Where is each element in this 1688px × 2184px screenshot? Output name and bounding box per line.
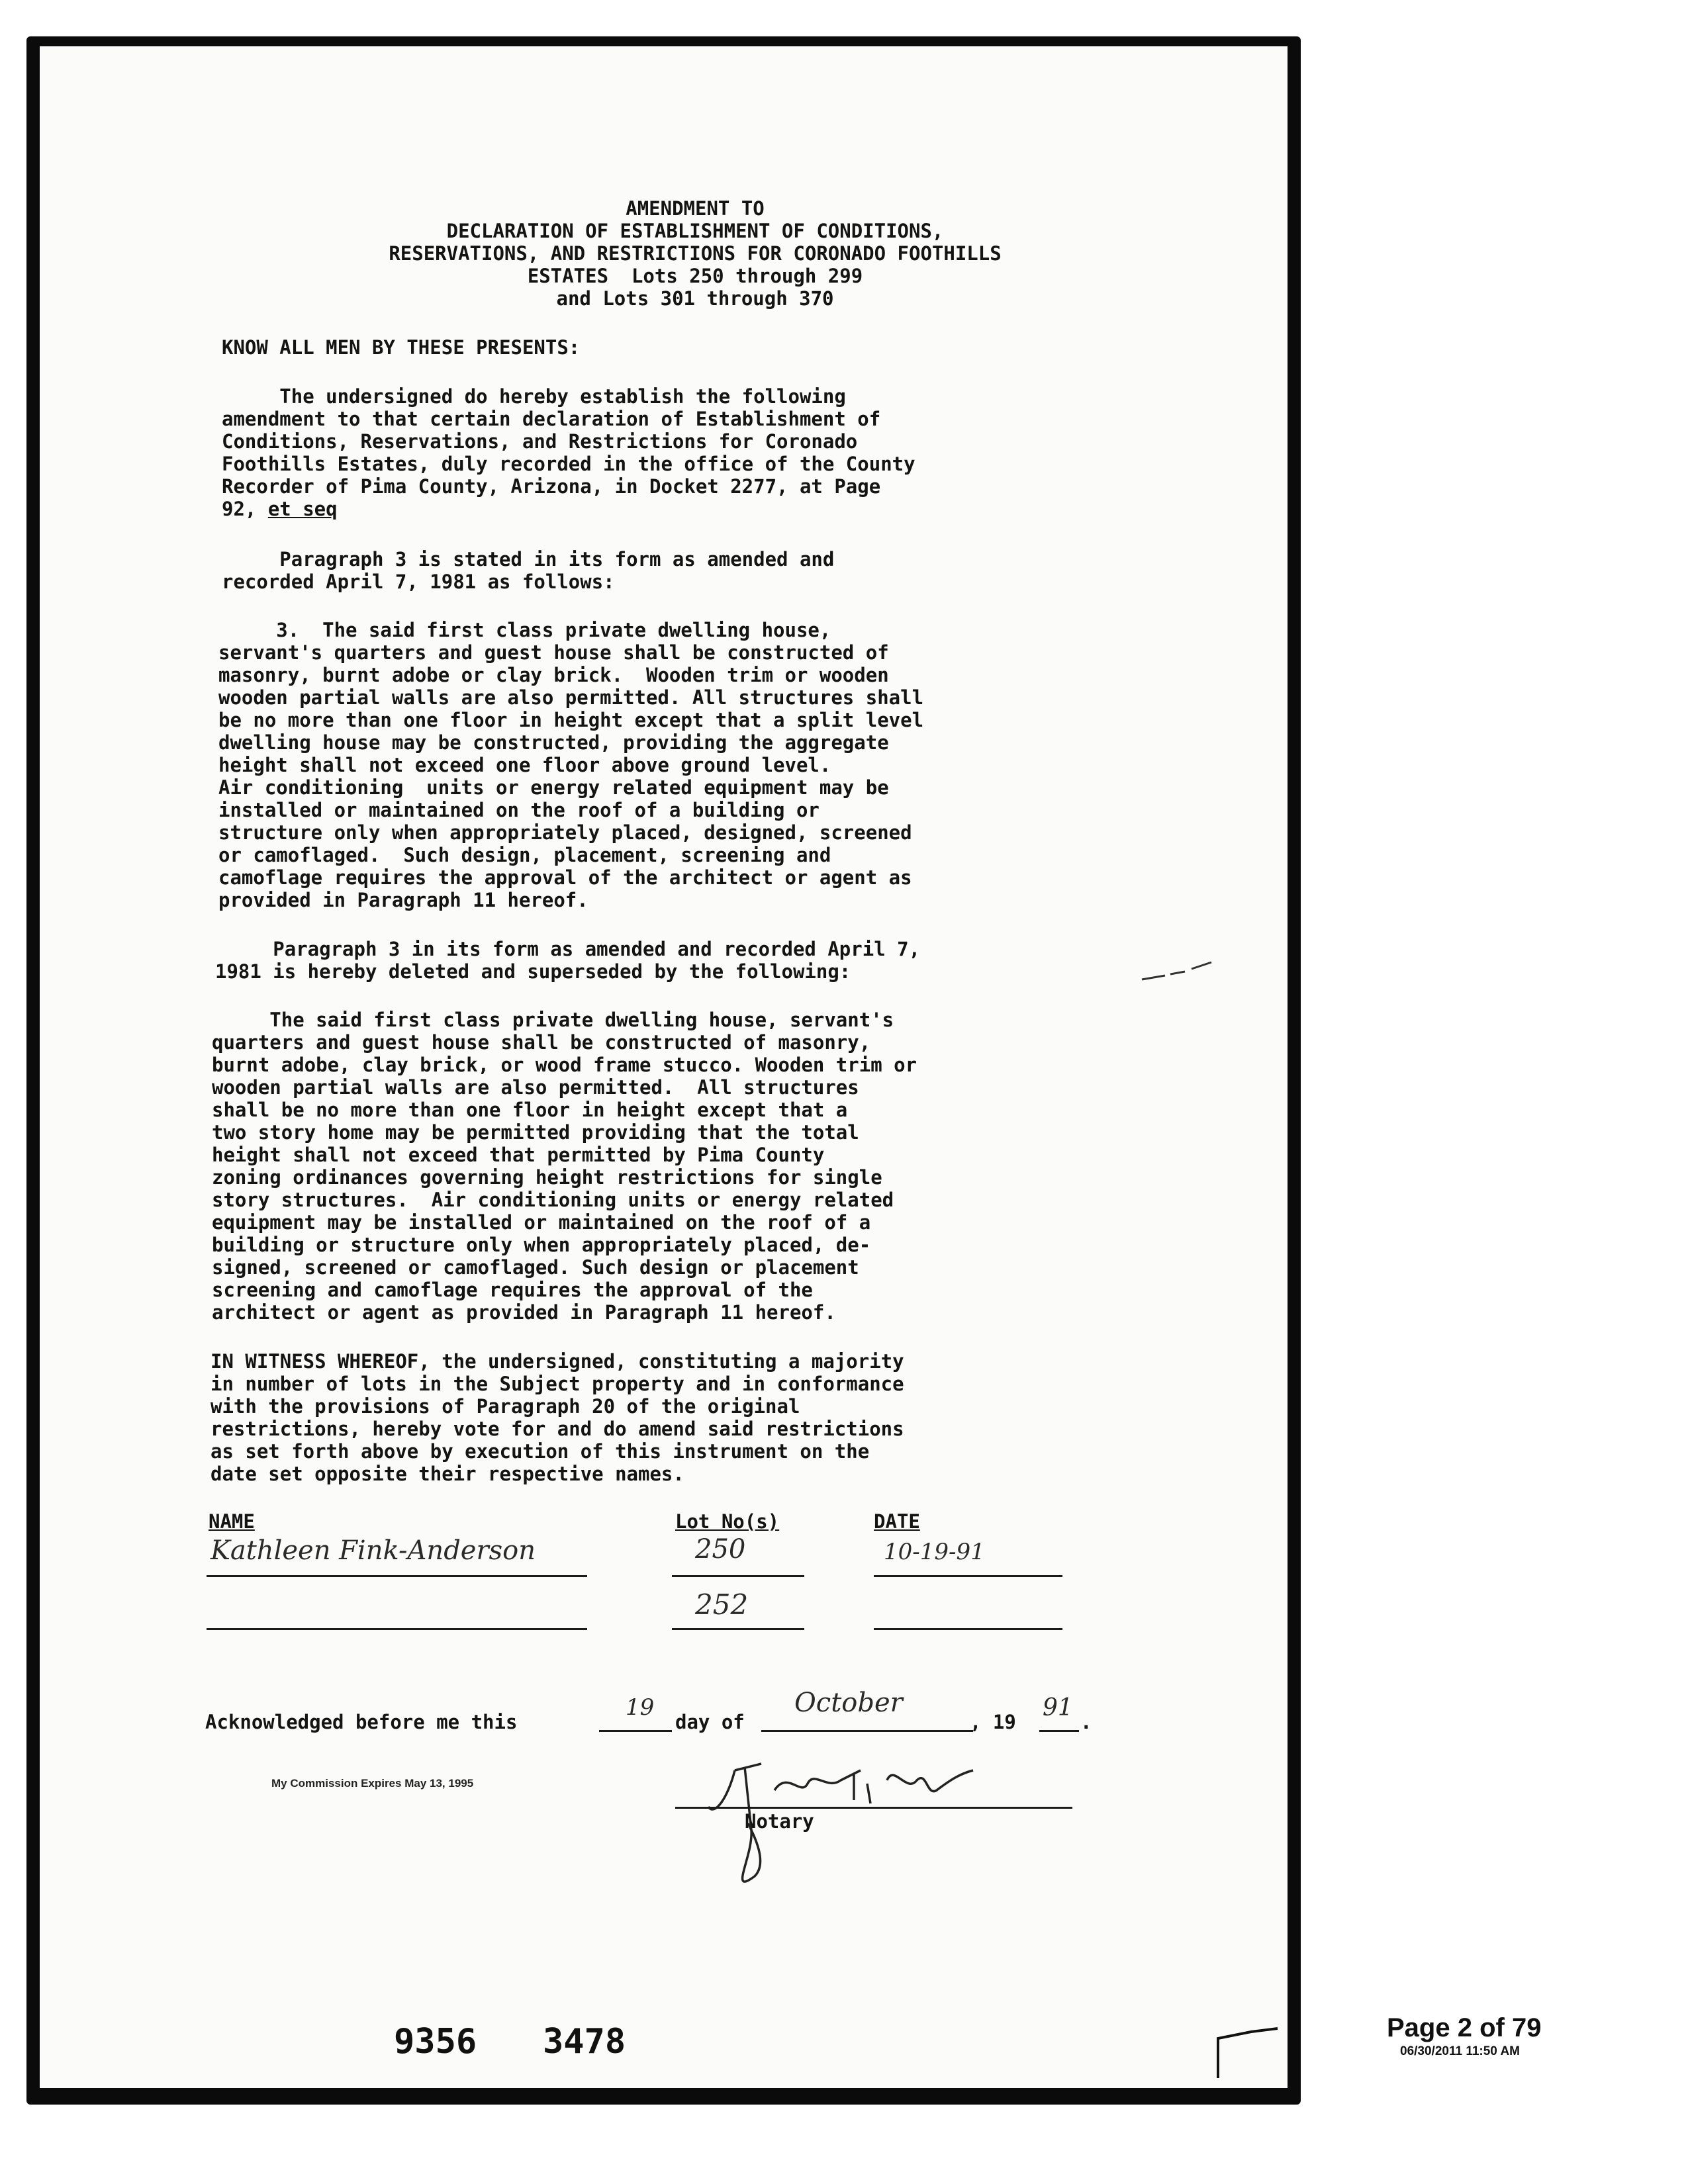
lot-line xyxy=(672,1575,804,1577)
commission-expiry-stamp: My Commission Expires May 13, 1995 xyxy=(271,1777,474,1790)
p3-line: height shall not exceed one floor above ground level. xyxy=(218,754,831,776)
name-signature-line xyxy=(207,1628,587,1630)
p5-line: height shall not exceed that permitted by Pima County xyxy=(212,1144,825,1166)
name-signature-line xyxy=(207,1575,587,1577)
intro-heading: KNOW ALL MEN BY THESE PRESENTS: xyxy=(222,336,581,359)
p4-line: Paragraph 3 in its form as amended and recorded April 7, xyxy=(215,938,921,960)
p3-line: 3. The said first class private dwelling house, xyxy=(218,619,831,641)
p6-line: date set opposite their respective names. xyxy=(211,1463,684,1485)
date-handwritten: 10-19-91 xyxy=(884,1539,985,1565)
lot-number-handwritten: 250 xyxy=(695,1534,746,1565)
page-indicator xyxy=(1387,2013,1599,2059)
page-count-label: Page 2 of 79 xyxy=(1387,2013,1542,2042)
p5-line: zoning ordinances governing height restrictions for single xyxy=(212,1166,882,1189)
notary-label: Notary xyxy=(745,1810,814,1833)
lot-line xyxy=(672,1628,804,1630)
p5-line: signed, screened or camoflaged. Such design or placement xyxy=(212,1256,859,1279)
ack-month-line xyxy=(761,1730,973,1732)
title-line-4: ESTATES Lots 250 through 299 xyxy=(527,265,863,287)
p3-line: installed or maintained on the roof of a building or xyxy=(218,799,820,821)
p3-line: or camoflaged. Such design, placement, screening and xyxy=(218,844,831,866)
p3-line: masonry, burnt adobe or clay brick. Wooden trim or wooden xyxy=(218,664,889,686)
p3-line: servant's quarters and guest house shall be constructed of xyxy=(218,641,889,664)
p5-line: equipment may be installed or maintained on the roof of a xyxy=(212,1211,871,1234)
ack-month-handwritten: October xyxy=(794,1688,903,1718)
ack-day-line xyxy=(599,1730,672,1732)
p2-line: Paragraph 3 is stated in its form as amended and xyxy=(222,548,835,570)
ack-year-handwritten: 91 xyxy=(1043,1694,1073,1721)
notary-signature xyxy=(688,1744,1033,1909)
acknowledgement-prefix: Acknowledged before me this xyxy=(205,1711,518,1733)
p6-line: IN WITNESS WHEREOF, the undersigned, constituting a majority xyxy=(211,1350,904,1373)
p5-line: burnt adobe, clay brick, or wood frame stucco. Wooden trim or xyxy=(212,1054,917,1076)
notary-signature-line xyxy=(675,1807,1072,1809)
p6-line: with the provisions of Paragraph 20 of the original xyxy=(211,1395,800,1418)
p6-line: as set forth above by execution of this instrument on the xyxy=(211,1440,870,1463)
docket-number: 9356 xyxy=(394,2022,477,2062)
p5-line: The said first class private dwelling house, servant's xyxy=(212,1009,894,1031)
p4-line: 1981 is hereby deleted and superseded by the following: xyxy=(215,960,851,983)
date-line xyxy=(874,1575,1062,1577)
lot-column-header: Lot No(s) xyxy=(675,1510,780,1533)
print-timestamp: 06/30/2011 11:50 AM xyxy=(1400,2044,1520,2058)
p1-line: amendment to that certain declaration of Establishment of xyxy=(222,408,881,430)
page-corner-fold xyxy=(1211,2012,1284,2091)
p3-line: wooden partial walls are also permitted. All structures shall xyxy=(218,686,924,709)
p5-line: wooden partial walls are also permitted. All structures xyxy=(212,1076,859,1099)
signature-name: Kathleen Fink-Anderson xyxy=(211,1535,536,1566)
title-line-1: AMENDMENT TO xyxy=(626,197,765,220)
p5-line: architect or agent as provided in Paragraph 11 hereof. xyxy=(212,1301,836,1324)
title-line-5: and Lots 301 through 370 xyxy=(556,287,834,310)
p5-line: shall be no more than one floor in height except that a xyxy=(212,1099,848,1121)
p3-line: provided in Paragraph 11 hereof. xyxy=(218,889,588,911)
page-number: 3478 xyxy=(543,2022,626,2062)
p6-line: restrictions, hereby vote for and do amend said restrictions xyxy=(211,1418,904,1440)
p1-line: Foothills Estates, duly recorded in the office of the County xyxy=(222,453,915,475)
p1-last-prefix: 92, xyxy=(222,498,268,520)
p3-line: camoflage requires the approval of the architect or agent as xyxy=(218,866,912,889)
ack-year-prefix: , 19 xyxy=(970,1711,1016,1733)
p5-line: story structures. Air conditioning units or energy related xyxy=(212,1189,894,1211)
p3-line: be no more than one floor in height except that a split level xyxy=(218,709,924,731)
p3-line: dwelling house may be constructed, providing the aggregate xyxy=(218,731,889,754)
p2-line: recorded April 7, 1981 as follows: xyxy=(222,570,615,593)
et-seq-text: et seq xyxy=(267,498,338,520)
title-line-2: DECLARATION OF ESTABLISHMENT OF CONDITIONS, xyxy=(446,220,944,242)
ack-mid: day of xyxy=(675,1711,745,1733)
p1-last-line xyxy=(222,498,338,521)
p1-line: Recorder of Pima County, Arizona, in Docket 2277, at Page xyxy=(222,475,881,498)
ack-year-line xyxy=(1039,1730,1079,1732)
p1-line: Conditions, Reservations, and Restrictions for Coronado xyxy=(222,430,858,453)
p3-line: structure only when appropriately placed, designed, screened xyxy=(218,821,912,844)
p1-line: The undersigned do hereby establish the following xyxy=(222,385,846,408)
p5-line: screening and camoflage requires the approval of the xyxy=(212,1279,813,1301)
p5-line: building or structure only when appropriately placed, de- xyxy=(212,1234,871,1256)
title-line-3: RESERVATIONS, AND RESTRICTIONS FOR CORONADO FOOTHILLS xyxy=(389,242,1002,265)
date-column-header: DATE xyxy=(874,1510,920,1533)
ack-end: . xyxy=(1080,1711,1092,1733)
date-line xyxy=(874,1628,1062,1630)
p5-line: two story home may be permitted providing that the total xyxy=(212,1121,859,1144)
p3-line: Air conditioning units or energy related equipment may be xyxy=(218,776,889,799)
lot-number-handwritten: 252 xyxy=(695,1588,749,1621)
ack-day-handwritten: 19 xyxy=(626,1694,655,1721)
name-column-header: NAME xyxy=(209,1510,255,1533)
pen-mark xyxy=(1139,960,1218,986)
p5-line: quarters and guest house shall be constructed of masonry, xyxy=(212,1031,871,1054)
p6-line: in number of lots in the Subject property and in conformance xyxy=(211,1373,904,1395)
